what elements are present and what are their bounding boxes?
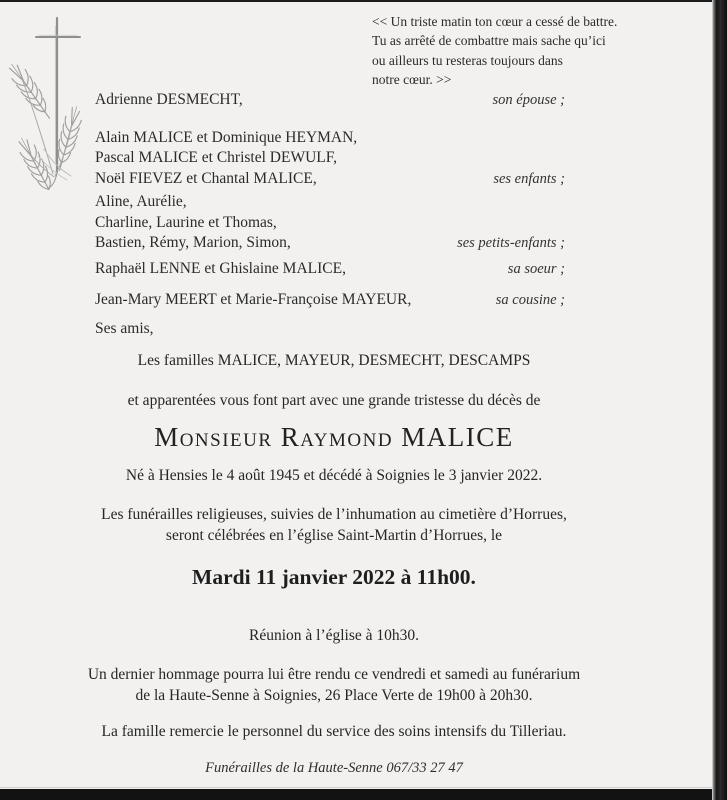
families-line: Les familles MALICE, MAYEUR, DESMECHT, DESCAMPS (137, 352, 531, 369)
name-line: Jean-Mary MEERT et Marie-Françoise MAYEUR, (95, 291, 412, 308)
family-group-sister (95, 259, 565, 280)
tribute-line: Un dernier hommage pourra lui être rendu ce vendredi et samedi au funérarium (87, 666, 581, 683)
family-names (95, 128, 357, 190)
name-line: Pascal MALICE et Christel DEWULF, (95, 149, 337, 166)
church-meeting: Réunion à l’église à 10h30. (248, 627, 420, 644)
funeral-line: seront célébrées en l’église Saint-Martin d’Horrues, le (165, 527, 503, 544)
name-line: Ses amis, (95, 319, 154, 337)
announce-line: et apparentées vous font part avec une grande tristesse du décès de (127, 392, 541, 409)
quote-line: Tu as arrêté de combattre mais sache qu’ici (372, 33, 606, 49)
memorial-quote (372, 12, 662, 89)
family-thanks: La famille remercie le personnel du service des soins intensifs du Tilleriau. (101, 723, 567, 740)
relation-label: sa soeur ; (507, 260, 565, 277)
quote-line: ou ailleurs tu resteras toujours dans (372, 52, 563, 68)
life-dates: Né à Hensies le 4 août 1945 et décédé à Soignies le 3 janvier 2022. (125, 467, 543, 484)
family-group-friends (95, 319, 565, 340)
scan-edge-top (0, 0, 713, 2)
deceased-name: Monsieur Raymond MALICE (154, 422, 514, 452)
quote-line: notre cœur. >> (372, 71, 452, 87)
relation-label: sa cousine ; (495, 292, 565, 308)
ceremony-date-time: Mardi 11 janvier 2022 à 11h00. (192, 565, 476, 589)
scan-edge-bottom (0, 789, 727, 800)
name-line: Noël FIEVEZ et Chantal MALICE, (95, 169, 317, 187)
family-group-cousin (95, 290, 565, 311)
family-list (95, 90, 565, 339)
name-line: Charline, Laurine et Thomas, (95, 213, 277, 231)
tribute-details (0, 664, 668, 706)
relation-label: ses petits-enfants ; (457, 235, 565, 251)
family-names (95, 319, 154, 340)
family-group-spouse (95, 90, 565, 111)
family-group-children (95, 128, 565, 190)
family-group-grandchildren (95, 192, 565, 254)
relation-label: ses enfants ; (493, 170, 565, 187)
relation-label: son épouse ; (492, 92, 565, 108)
tribute-line: de la Haute-Senne à Soignies, 26 Place Verte de 19h00 à 20h30. (135, 687, 533, 704)
funeral-details (0, 504, 668, 546)
funeral-line: Les funérailles religieuses, suivies de l’inhumation au cimetière d’Horrues, (101, 506, 567, 523)
family-names (95, 192, 291, 254)
name-line: Bastien, Rémy, Marion, Simon, (95, 234, 291, 251)
name-line: Alain MALICE et Dominique HEYMAN, (95, 128, 358, 146)
scan-edge-bottom-line (0, 787, 713, 788)
funeral-home-contact: Funérailles de la Haute-Senne 067/33 27 47 (205, 760, 463, 776)
quote-line: << Un triste matin ton cœur a cessé de battre. (372, 14, 618, 29)
name-line: Adrienne DESMECHT, (95, 91, 243, 108)
family-names (95, 90, 243, 111)
family-names (95, 259, 346, 280)
name-line: Aline, Aurélie, (95, 193, 187, 210)
scan-edge-right (712, 0, 727, 800)
family-names (95, 290, 411, 311)
name-line: Raphaël LENNE et Ghislaine MALICE, (95, 259, 346, 277)
